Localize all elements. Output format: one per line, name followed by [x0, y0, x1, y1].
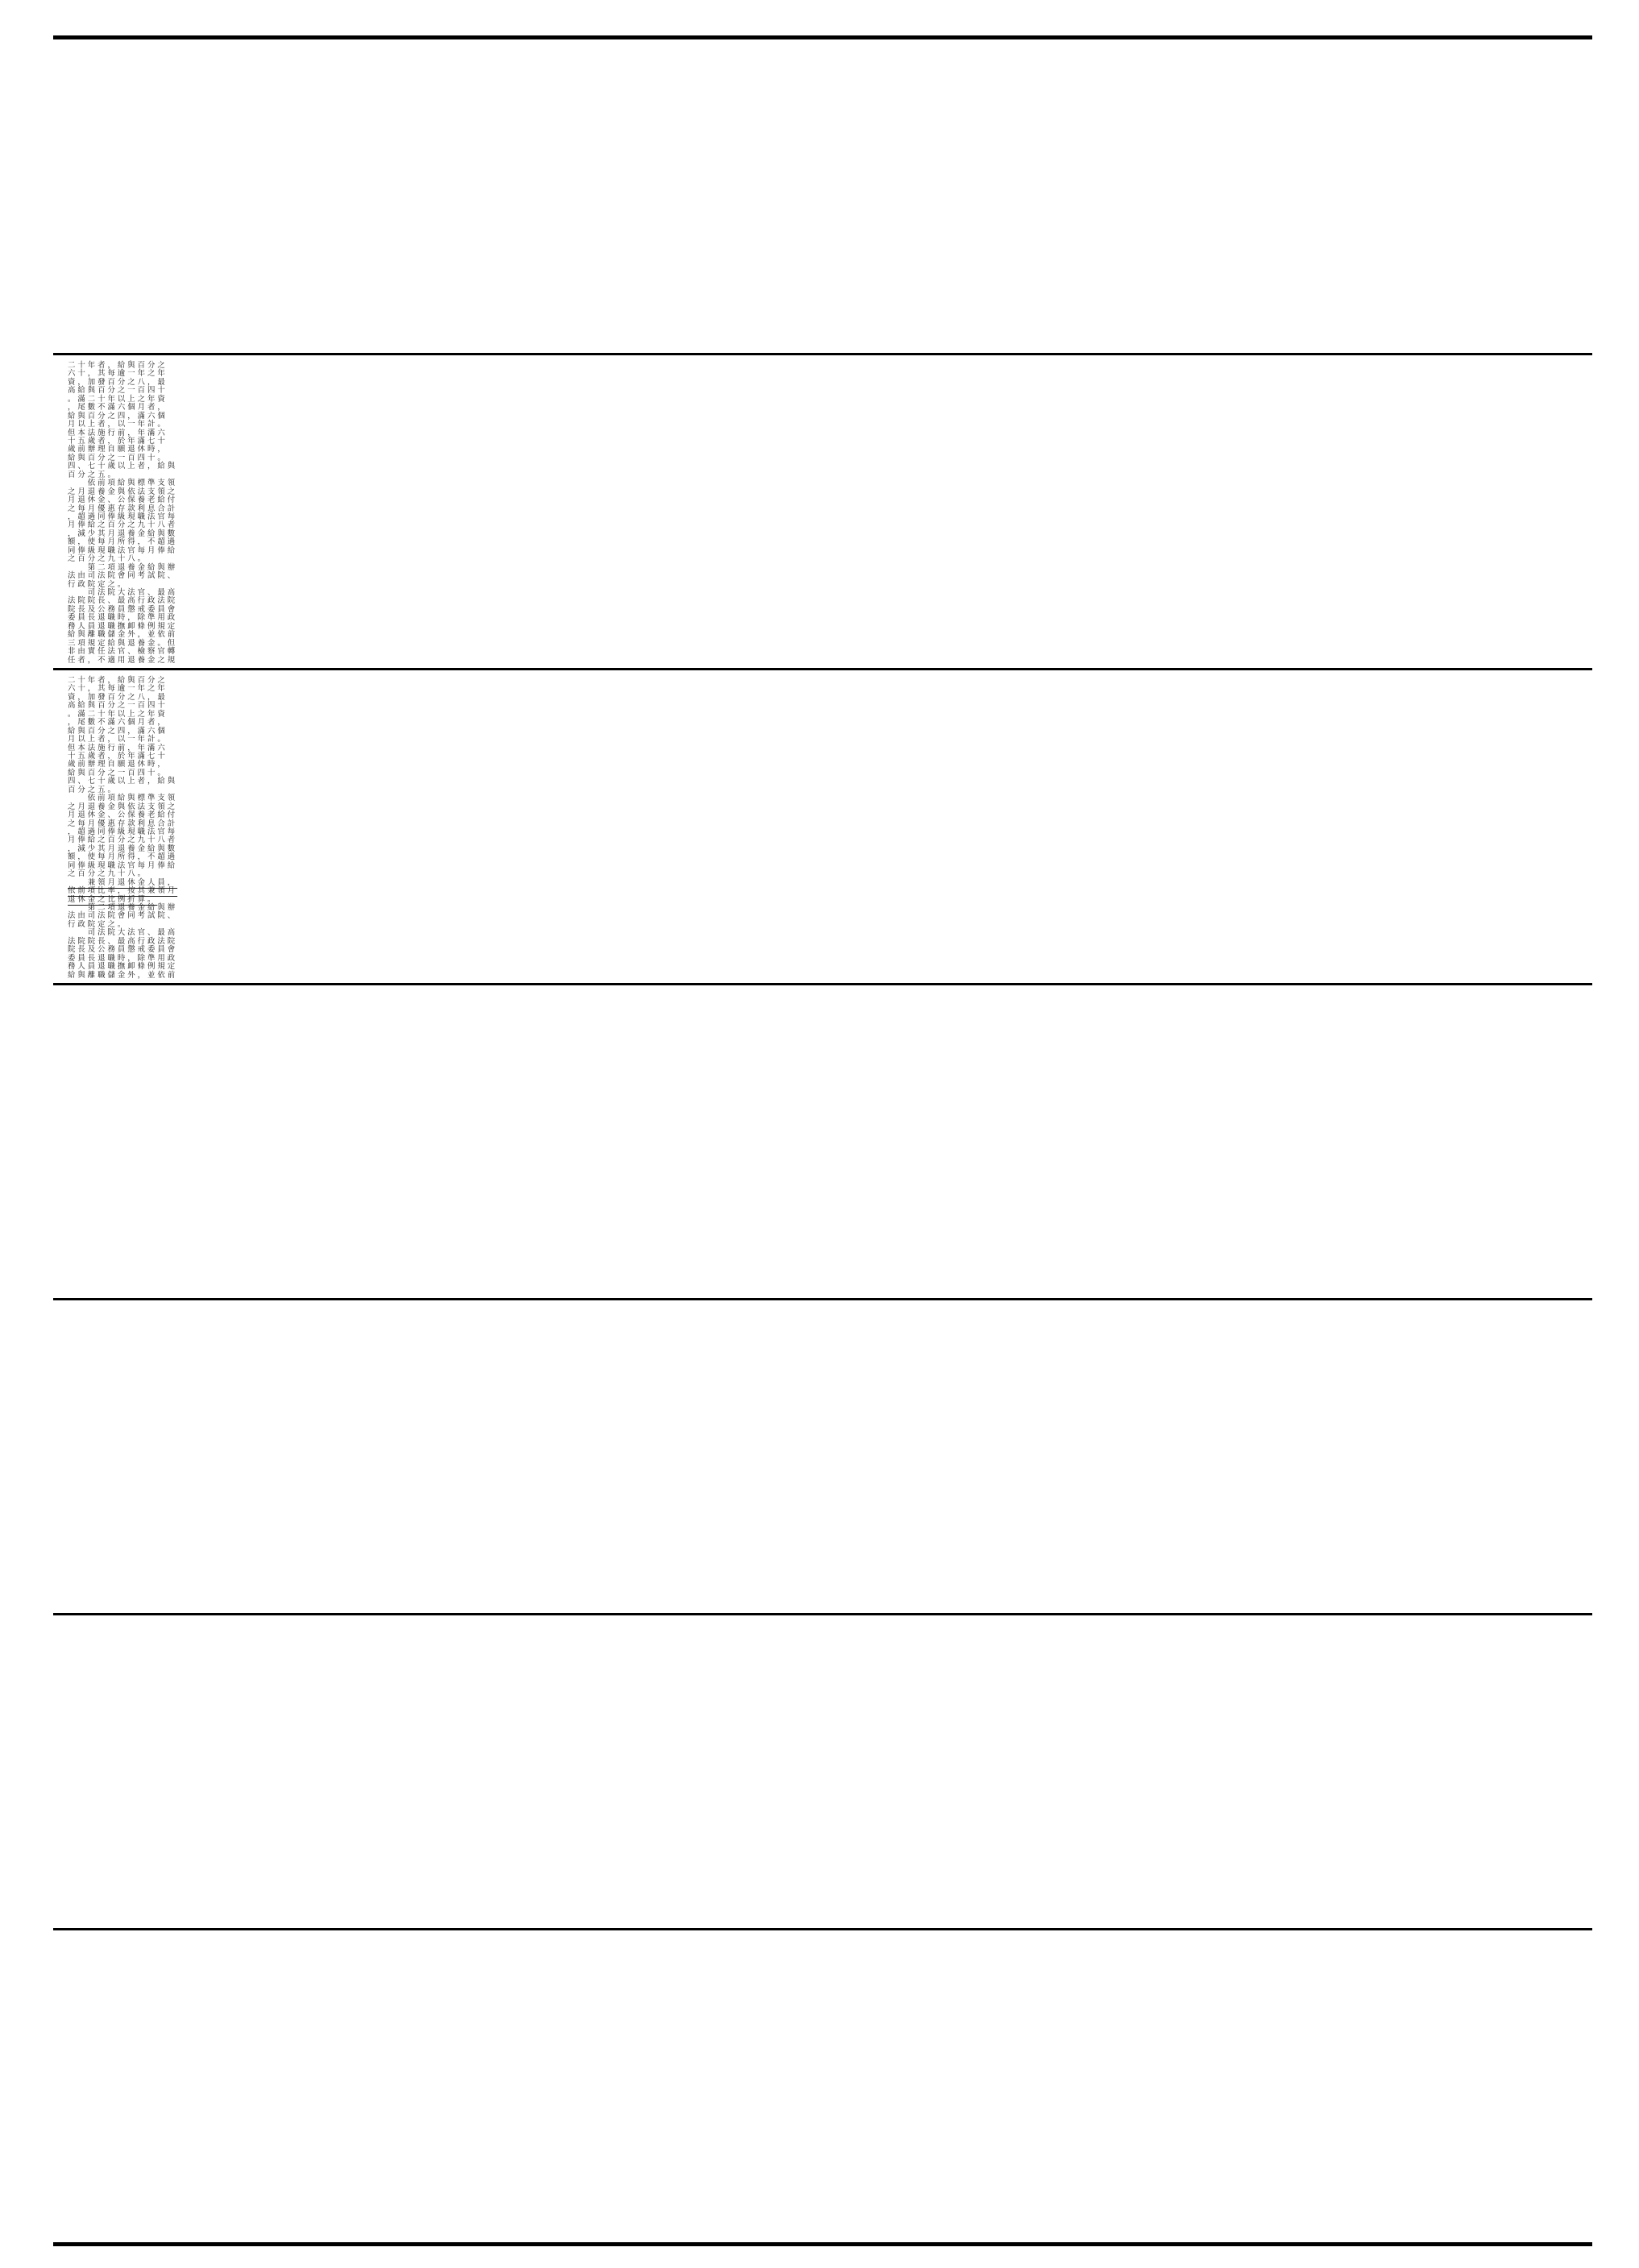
text-line: 退休金之比例折算。 [68, 894, 158, 904]
text-line: 額，使每月所得，不超過 [68, 852, 178, 862]
text-line: ，超過同俸級現職法官每 [68, 512, 178, 521]
empty-band-3 [53, 985, 1592, 1298]
text-line: 委員長退職時，除準用政 [68, 613, 178, 623]
text-line: 之百分之九十八。 [68, 554, 148, 564]
text-line: 給與百分之一百四十。 [68, 768, 168, 777]
text-line: 百分之五。 [68, 785, 118, 794]
empty-band-5 [53, 1615, 1592, 1928]
text-line: 四、七十歲以上者，給與 [68, 777, 178, 786]
text-line: 月以上者，以一年計。 [68, 735, 168, 744]
text-line: 之每月優惠存款利息合計 [68, 504, 178, 513]
text-line: 歲前辦理自願退休時， [68, 445, 168, 454]
text-line: 行政院定之。 [68, 919, 128, 929]
text-line: 但本法施行前，年滿六 [68, 743, 168, 753]
text-line: 給與離職儲金外，並依前 [68, 970, 178, 980]
text-line: 六十，其每逾一年之年 [68, 684, 168, 694]
bottom-rule [53, 2242, 1592, 2246]
text-line: 給與百分之四，滿六個 [68, 411, 168, 421]
text-line: 第二項退養金給與辦 [68, 903, 178, 912]
text-line: 務人員退職撫卹條例規定 [68, 621, 178, 631]
text-line: 之百分之九十八。 [68, 869, 148, 879]
text-line: 同俸級現職法官每月俸給 [68, 860, 178, 870]
text-line: 依前項給與標準支領 [68, 479, 178, 488]
text-line: ，超過同俸級現職法官每 [68, 827, 178, 836]
text-line: ，尾數不滿六個月者， [68, 403, 168, 413]
text-line: 高給與百分之一百四十 [68, 386, 168, 396]
text-line: 四、七十歲以上者，給與 [68, 462, 178, 471]
text-line: 法由司法院會同考試院、 [68, 571, 178, 581]
text-line: 十五歲者，於年滿七十 [68, 437, 168, 446]
top-rule [53, 35, 1592, 39]
empty-band-6 [53, 1930, 1592, 2242]
text-line: 依前項比率，按其兼領月 [68, 886, 178, 896]
text-line: 給與離職儲金外，並依前 [68, 630, 178, 640]
text-line: 兼領月退休金人員， [68, 877, 178, 887]
text-line: 三項規定給與退養金。但 [68, 638, 178, 648]
text-line: 六十，其每逾一年之年 [68, 369, 168, 379]
current-text-band [53, 670, 1592, 983]
text-line: 二十年者，給與百分之 [68, 676, 168, 685]
text-line: 。滿二十年以上之年資 [68, 709, 168, 719]
text-line: 院長及公務員懲戒委員會 [68, 945, 178, 955]
text-line: 月以上者，以一年計。 [68, 420, 168, 429]
text-line: 第二項退養金給與辦 [68, 562, 178, 572]
text-line: 務人員退職撫卹條例規定 [68, 962, 178, 972]
text-line: 任者，不適用退養金之規 [68, 655, 178, 665]
text-line: 二十年者，給與百分之 [68, 361, 168, 370]
text-line: ，尾數不滿六個月者， [68, 718, 168, 728]
text-line: 資，加發百分之八，最 [68, 692, 168, 702]
text-line: 司法院大法官、最高 [68, 588, 178, 597]
text-line: 法由司法院會同考試院、 [68, 911, 178, 921]
amended-text-band [53, 355, 1592, 668]
text-line: 司法院大法官、最高 [68, 928, 178, 938]
text-line: 歲前辦理自願退休時， [68, 760, 168, 769]
current-text [53, 670, 1592, 983]
text-line: 月退休金、公保養老給付 [68, 495, 178, 505]
text-line: 法院院長、最高行政法院 [68, 596, 178, 606]
text-line: 資，加發百分之八，最 [68, 377, 168, 387]
text-line: 額，使每月所得，不超過 [68, 537, 178, 547]
text-line: 依前項給與標準支領 [68, 794, 178, 803]
text-line: 百分之五。 [68, 470, 118, 479]
text-line: 法院院長、最高行政法院 [68, 936, 178, 946]
text-line: 給與百分之一百四十。 [68, 453, 168, 462]
text-line: 月退休金、公保養老給付 [68, 811, 178, 820]
empty-band-4 [53, 1300, 1592, 1613]
text-line: 月俸給之百分之九十八者 [68, 835, 178, 845]
text-line: 但本法施行前，年滿六 [68, 428, 168, 437]
text-line: ，減少其月退養金給與數 [68, 529, 178, 538]
text-line: 給與百分之四，滿六個 [68, 726, 168, 736]
text-line: 行政院定之。 [68, 579, 128, 589]
text-line: 。滿二十年以上之年資 [68, 394, 168, 404]
text-line: 委員長退職時，除準用政 [68, 953, 178, 963]
text-line: 十五歲者，於年滿七十 [68, 752, 168, 761]
text-line: 非由實任法官、檢察官轉 [68, 647, 178, 657]
text-line: 月俸給之百分之九十八者 [68, 520, 178, 530]
text-line: 之每月優惠存款利息合計 [68, 819, 178, 828]
text-line: 之月退養金與依法支領之 [68, 802, 178, 811]
text-line: 院長及公務員懲戒委員會 [68, 604, 178, 614]
amended-text [53, 355, 1592, 668]
text-line: 之月退養金與依法支領之 [68, 487, 178, 496]
text-line: 同俸級現職法官每月俸給 [68, 545, 178, 555]
text-line: 高給與百分之一百四十 [68, 701, 168, 711]
text-line: ，減少其月退養金給與數 [68, 844, 178, 853]
